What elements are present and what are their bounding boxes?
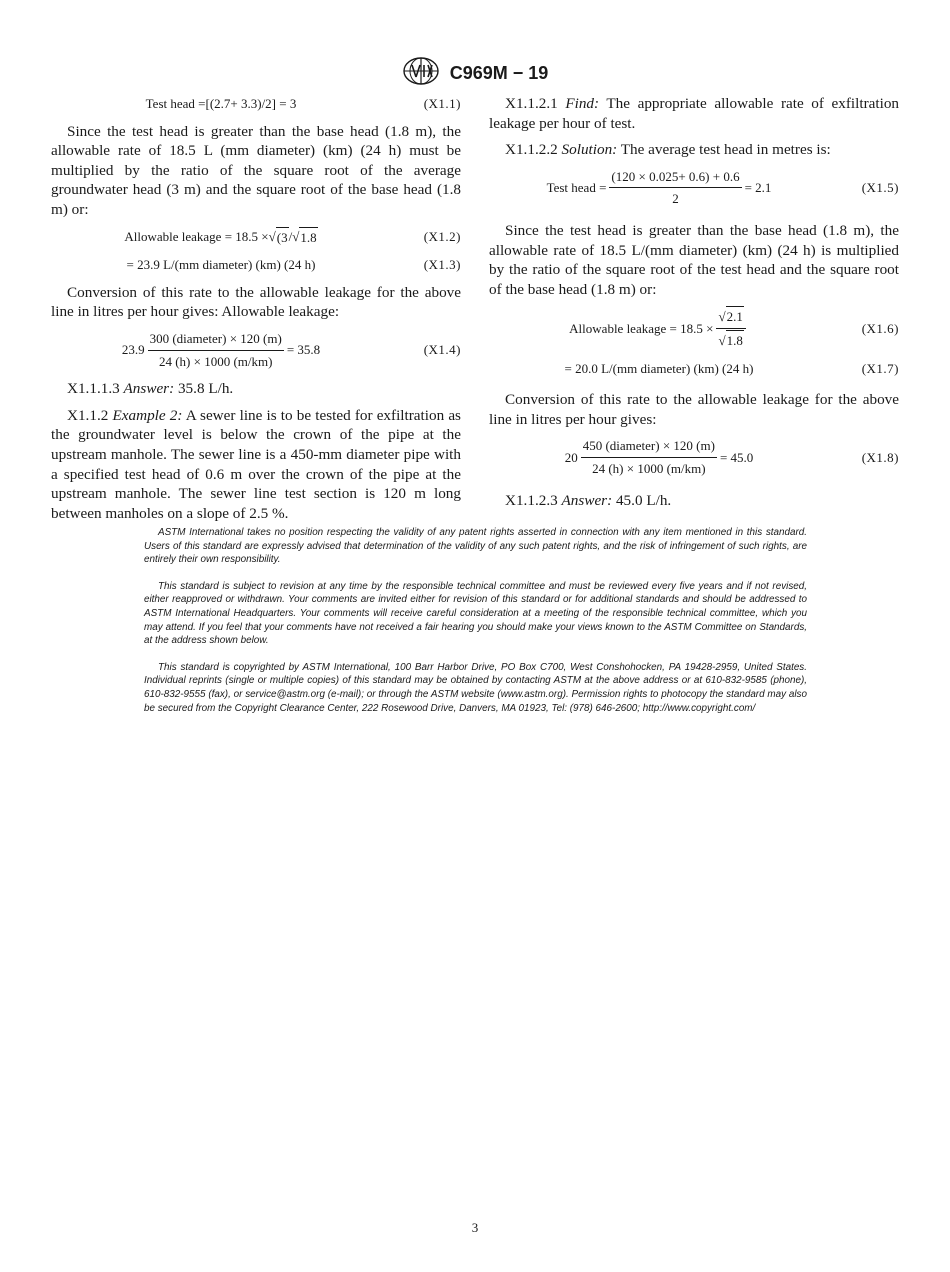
right-column bbox=[489, 94, 899, 517]
page-header bbox=[0, 56, 950, 91]
fraction: $\frac{\text{450 (diameter) × 120 (m)}}{24 (h) \times 1000 (m/km)}$ bbox=[582, 438, 715, 476]
solution-paragraph: X1.1.2.2 Solution: The average test head in metres is: bbox=[505, 141, 831, 159]
equation-number: (X1.6) bbox=[861, 320, 899, 336]
equation-x1-1: Test head = [(2.7+ 3.3)/2] = 3 (X1.1) bbox=[51, 94, 461, 114]
equation-number: (X1.2) bbox=[423, 229, 461, 245]
copyright-notice: This standard is copyrighted by ASTM International, 100 Barr Harbor Drive, PO Box C700, West Conshohocken, PA 19428-2959, United States. Individual reprints (single or multiple copies) of this standard may be obtained by contacting ASTM at the above address or at 610-832-9585 (phone), 610-832-9555 (fax), or service@astm.org (e-mail); or through the ASTM website (www.astm.org). Permission rights to photocopy the standard may also be secured from the Copyright Clearance Center, 222 Rosewood Drive, Danvers, MA 01923, Tel: (978) 646-2600; http://www.copyright.com/ bbox=[144, 661, 807, 714]
sqrt-icon: √ bbox=[292, 229, 300, 245]
paragraph: Conversion of this rate to the allowable leakage for the above line in litres per hour gives: Allowable leakage: bbox=[51, 283, 461, 321]
sqrt-icon: √ bbox=[718, 309, 726, 325]
equation-x1-8: 20 $\frac{\text{450 (diameter) × 120 (m)}}{24 (h) \times 1000 (m/km)}$ = 45.0 (X1.8) bbox=[489, 436, 899, 478]
answer-paragraph: X1.1.2.3 Answer: 45.0 L/h. bbox=[505, 491, 672, 509]
find-paragraph: X1.1.2.1 Find: The appropriate allowable rate of exfiltration leakage per hour of test. bbox=[489, 95, 900, 132]
patent-notice: ASTM International takes no position respecting the validity of any patent rights asserted in connection with any item mentioned in this standard. Users of this standard are expressly advised that determination of the validity of any such patent rights, and the risk of infringement of such rights, are entirely their own responsibility. bbox=[144, 527, 807, 566]
fraction: $\frac{(120 \times 0.025+ 0.6) + 0.6}{2}$ bbox=[611, 168, 740, 207]
standard-designation: C969M − 19 bbox=[449, 63, 549, 83]
equation-number: (X1.5) bbox=[861, 180, 899, 196]
legal-notes bbox=[144, 526, 807, 728]
sqrt-icon: √ bbox=[718, 332, 726, 348]
paragraph: Since the test head is greater than the base head (1.8 m), the allowable rate of 18.5 L (mm diameter) (km) (24 h) must be multiplied by the ratio of the square root of the average groundwater head (3 m) and the square root of the base head (1.8 m) or: bbox=[51, 122, 461, 218]
equation-x1-5: Test head = $\frac{(120 \times 0.025+ 0.6) + 0.6}{2}$ = 2.1 (X1.5) bbox=[489, 167, 899, 209]
fraction: $\frac{√2.1}{√1.8}$ bbox=[716, 306, 745, 350]
astm-logo-icon bbox=[402, 56, 440, 91]
equation-number: (X1.7) bbox=[861, 360, 899, 376]
page-number: 3 bbox=[471, 1220, 479, 1235]
equation-number: (X1.3) bbox=[423, 257, 461, 273]
equation-x1-7: = 20.0 L/(mm diameter) (km) (24 h) (X1.7) bbox=[489, 359, 899, 379]
paragraph: Conversion of this rate to the allowable leakage for the above line in litres per hour gives: bbox=[489, 391, 899, 428]
equation-x1-2: Allowable leakage = 18.5 × √ (3 / √ 1.8 (X1.2) bbox=[51, 227, 461, 248]
equation-number: (X1.1) bbox=[423, 96, 461, 111]
equation-x1-6: Allowable leakage = 18.5 × $\frac{√2.1}{√1.8}$ (X1.6) bbox=[489, 306, 899, 350]
answer-paragraph: X1.1.1.3 Answer: 35.8 L/h. bbox=[67, 380, 234, 398]
example-2-paragraph: X1.1.2 Example 2: A sewer line is to be tested for exfiltration as the groundwater level is below the crown of the pipe at the upstream manhole. The sewer line is a 450-mm diameter pipe with a specified test head of 0.6 m over the crown of the pipe at the upstream manhole. The sewer line test section is 120 m long between manholes on a slope of 2.5 %. bbox=[51, 406, 461, 522]
equation-number: (X1.4) bbox=[423, 342, 461, 358]
fraction: $\frac{\text{300 (diameter) × 120 (m)}}{24 (h) \times 1000 (m/km)}$ bbox=[149, 330, 282, 369]
equation-x1-4: 23.9 $\frac{\text{300 (diameter) × 120 (m)}}{24 (h) \times 1000 (m/km)}$ = 35.8 (X1.4) bbox=[51, 329, 461, 371]
paragraph: Since the test head is greater than the base head (1.8 m), the allowable rate of 18.5 L/(mm diameter) (km) (24 h) is multiplied by the ratio of the square root of the test head and the square root of the base head (1.8 m) or: bbox=[489, 221, 899, 298]
revision-notice: This standard is subject to revision at any time by the responsible technical committee and must be reviewed every five years and if not revised, either reapproved or withdrawn. Your comments are invited either for revision of this standard or for additional standards and should be addressed to ASTM International Headquarters. Your comments will receive careful consideration at a meeting of the responsible technical committee, which you may attend. If you feel that your comments have not received a fair hearing you should make your views known to the ASTM Committee on Standards, at the address shown below. bbox=[144, 580, 807, 647]
left-column bbox=[51, 94, 461, 530]
equation-x1-3: = 23.9 L/(mm diameter) (km) (24 h) (X1.3) bbox=[51, 255, 461, 275]
sqrt-icon: √ bbox=[268, 229, 276, 245]
equation-number: (X1.8) bbox=[861, 449, 899, 465]
